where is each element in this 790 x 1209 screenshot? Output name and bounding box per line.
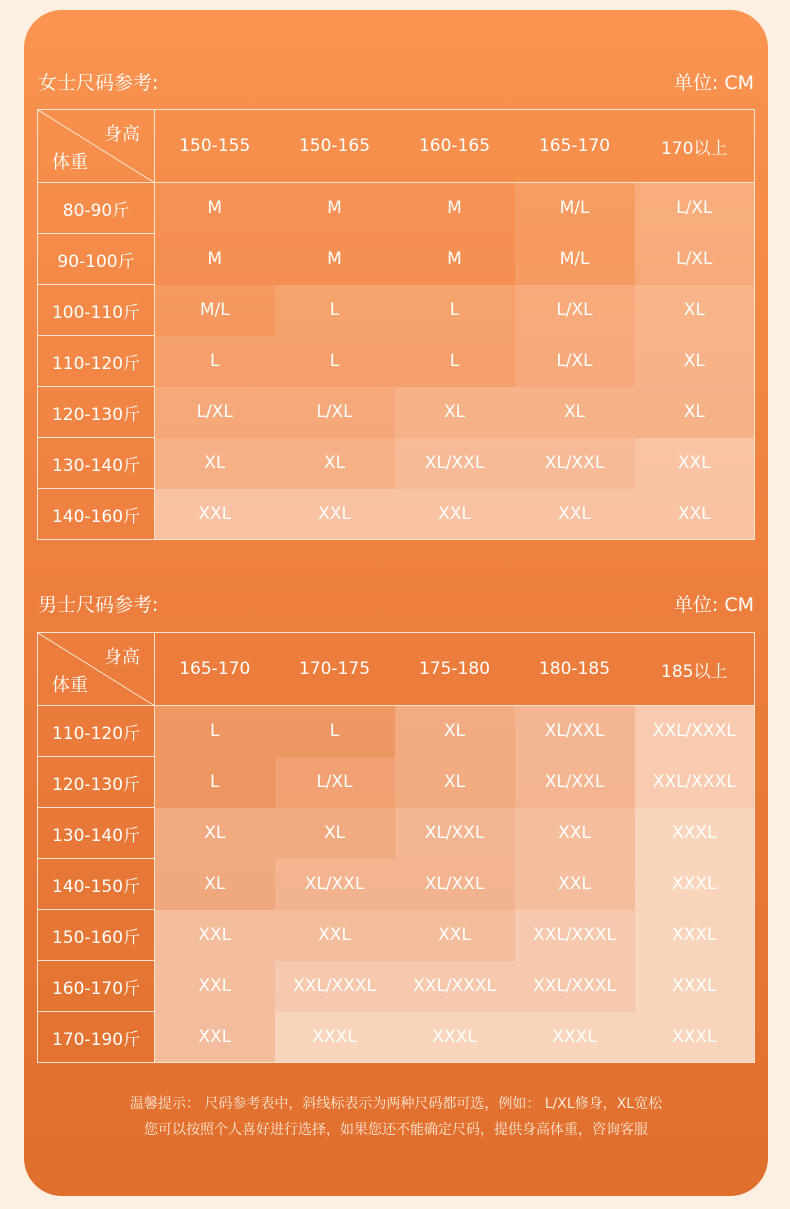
table-row [38, 910, 755, 961]
size-cell: L [155, 706, 275, 757]
table-header-row [38, 110, 755, 183]
size-cell: XL [515, 387, 635, 438]
size-cell: XL/XXL [515, 438, 635, 489]
size-cell: XXXL [635, 961, 755, 1012]
size-cell: XXL [155, 961, 275, 1012]
men-title: 男士尺码参考: [38, 594, 159, 616]
size-cell: XXL [395, 489, 515, 540]
size-cell: M [395, 234, 515, 285]
size-cell: XL/XXL [395, 808, 515, 859]
height-header: 150-165 [275, 110, 395, 183]
size-cell: M/L [515, 234, 635, 285]
size-cell: XXL [155, 910, 275, 961]
size-cell: XXL/XXXL [515, 961, 635, 1012]
size-cell: M [275, 234, 395, 285]
table-row [38, 438, 755, 489]
table-row [38, 336, 755, 387]
height-header: 160-165 [395, 110, 515, 183]
table-row [38, 285, 755, 336]
size-cell: L/XL [635, 234, 755, 285]
size-cell: XL [275, 808, 395, 859]
size-cell: L [275, 706, 395, 757]
women-unit: 单位: CM [673, 72, 754, 94]
corner-height-label: 身高 [104, 124, 140, 145]
size-cell: XL [635, 336, 755, 387]
size-cell: M/L [515, 183, 635, 234]
size-cell: M [155, 234, 275, 285]
height-header: 150-155 [155, 110, 275, 183]
size-chart-card [24, 10, 768, 1196]
table-row [38, 489, 755, 540]
size-cell: XL [635, 387, 755, 438]
size-cell: XXL [515, 859, 635, 910]
size-cell: XXL/XXXL [635, 757, 755, 808]
size-cell: XXL [155, 1012, 275, 1063]
weight-label: 110-120斤 [38, 706, 155, 757]
size-cell: XXXL [635, 859, 755, 910]
weight-label: 140-150斤 [38, 859, 155, 910]
size-cell: XXXL [635, 910, 755, 961]
size-cell: XXL/XXXL [275, 961, 395, 1012]
size-cell: XL [395, 706, 515, 757]
men-size-table [37, 632, 755, 1063]
corner-cell [38, 110, 155, 183]
height-header: 180-185 [515, 633, 635, 706]
table-row [38, 808, 755, 859]
size-cell: XL/XXL [515, 757, 635, 808]
weight-label: 130-140斤 [38, 808, 155, 859]
height-header: 170以上 [635, 110, 755, 183]
footer-line-1: 温馨提示： 尺码参考表中，斜线标表示为两种尺码都可选，例如： L/XL修身，XL宽松 [129, 1096, 663, 1112]
size-cell: XL/XXL [515, 706, 635, 757]
size-cell: XL [635, 285, 755, 336]
size-cell: XXL [275, 910, 395, 961]
size-cell: XXL [515, 808, 635, 859]
size-cell: XXL [155, 489, 275, 540]
height-header: 170-175 [275, 633, 395, 706]
weight-label: 90-100斤 [38, 234, 155, 285]
size-cell: XXXL [635, 808, 755, 859]
weight-label: 120-130斤 [38, 757, 155, 808]
size-cell: L/XL [155, 387, 275, 438]
corner-weight-label: 体重 [52, 152, 88, 173]
size-cell: L/XL [515, 285, 635, 336]
women-title: 女士尺码参考: [38, 72, 159, 94]
size-cell: M [395, 183, 515, 234]
height-header: 185以上 [635, 633, 755, 706]
table-row [38, 757, 755, 808]
size-cell: XXL [635, 489, 755, 540]
size-cell: XL/XXL [395, 859, 515, 910]
corner-height-label: 身高 [104, 647, 140, 668]
corner-cell [38, 633, 155, 706]
size-cell: XXL/XXXL [515, 910, 635, 961]
height-header: 165-170 [515, 110, 635, 183]
table-row [38, 706, 755, 757]
women-size-table [37, 109, 755, 540]
size-cell: M [155, 183, 275, 234]
size-cell: L/XL [275, 387, 395, 438]
weight-label: 120-130斤 [38, 387, 155, 438]
women-section-header [38, 68, 754, 98]
size-cell: L [155, 757, 275, 808]
size-cell: L/XL [635, 183, 755, 234]
size-cell: XXL [515, 489, 635, 540]
table-row [38, 387, 755, 438]
height-header: 175-180 [395, 633, 515, 706]
size-cell: XXL [395, 910, 515, 961]
size-cell: M/L [155, 285, 275, 336]
size-cell: L [155, 336, 275, 387]
men-unit: 单位: CM [673, 594, 754, 616]
size-cell: L [275, 336, 395, 387]
size-cell: XXL/XXXL [635, 706, 755, 757]
size-cell: XXL [635, 438, 755, 489]
size-cell: M [275, 183, 395, 234]
table-row [38, 1012, 755, 1063]
size-cell: XXL [275, 489, 395, 540]
size-cell: XL [155, 859, 275, 910]
size-cell: L [275, 285, 395, 336]
table-row [38, 234, 755, 285]
size-cell: XXL/XXXL [395, 961, 515, 1012]
table-row [38, 961, 755, 1012]
size-cell: L/XL [275, 757, 395, 808]
weight-label: 80-90斤 [38, 183, 155, 234]
table-row [38, 183, 755, 234]
size-cell: XL [155, 808, 275, 859]
size-cell: XL [395, 757, 515, 808]
weight-label: 100-110斤 [38, 285, 155, 336]
weight-label: 160-170斤 [38, 961, 155, 1012]
size-cell: XXXL [275, 1012, 395, 1063]
size-cell: XL [155, 438, 275, 489]
corner-weight-label: 体重 [52, 675, 88, 696]
size-cell: XL/XXL [395, 438, 515, 489]
size-cell: XL [275, 438, 395, 489]
size-cell: XXXL [515, 1012, 635, 1063]
size-cell: XXXL [395, 1012, 515, 1063]
footer-line-2: 您可以按照个人喜好进行选择，如果您还不能确定尺码，提供身高体重，咨询客服 [144, 1122, 648, 1138]
size-cell: L [395, 285, 515, 336]
weight-label: 110-120斤 [38, 336, 155, 387]
size-cell: XL/XXL [275, 859, 395, 910]
weight-label: 140-160斤 [38, 489, 155, 540]
size-cell: L/XL [515, 336, 635, 387]
size-cell: XL [395, 387, 515, 438]
weight-label: 130-140斤 [38, 438, 155, 489]
men-section-header [38, 590, 754, 620]
height-header: 165-170 [155, 633, 275, 706]
weight-label: 170-190斤 [38, 1012, 155, 1063]
size-cell: XXXL [635, 1012, 755, 1063]
footer-note [24, 1091, 768, 1143]
weight-label: 150-160斤 [38, 910, 155, 961]
size-cell: L [395, 336, 515, 387]
table-header-row [38, 633, 755, 706]
table-row [38, 859, 755, 910]
